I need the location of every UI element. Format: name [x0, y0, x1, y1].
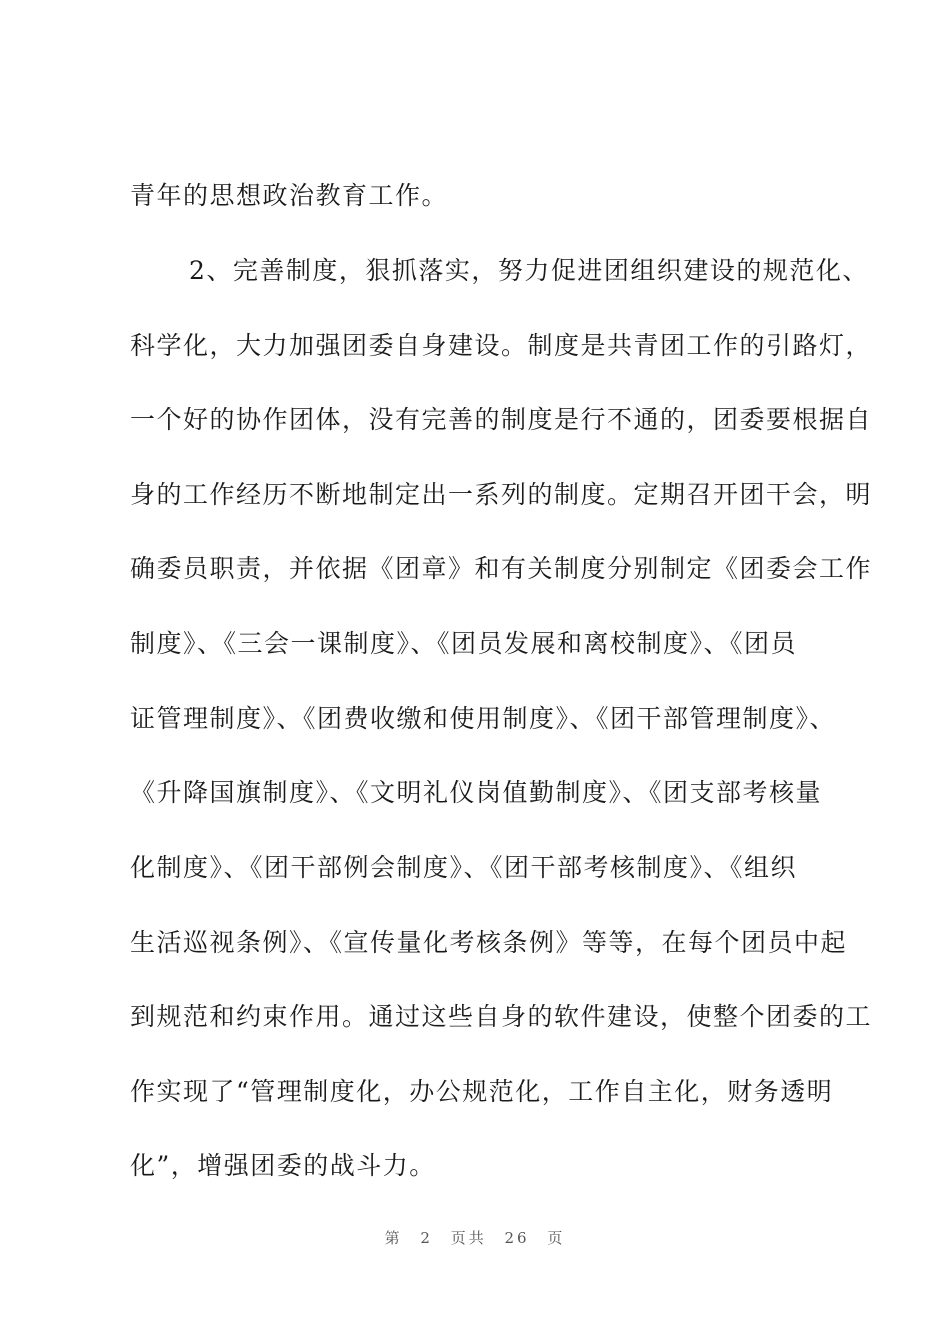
body-line: 化制度》、《团干部例会制度》、《团干部考核制度》、《组织: [130, 853, 798, 882]
body-line: 制度》、《三会一课制度》、《团员发展和离校制度》、《团员: [130, 629, 798, 658]
body-line: 科学化，大力加强团委自身建设。制度是共青团工作的引路灯，: [130, 331, 873, 360]
page-footer: [0, 1227, 950, 1248]
body-line: 作实现了“管理制度化，办公规范化，工作自主化，财务透明: [130, 1077, 834, 1106]
page-number: 2: [420, 1229, 433, 1247]
body-line: 到规范和约束作用。通过这些自身的软件建设，使整个团委的工: [130, 1002, 873, 1031]
body-line: 证管理制度》、《团费收缴和使用制度》、《团干部管理制度》、: [130, 704, 837, 733]
body-line: 化”，增强团委的战斗力。: [130, 1151, 436, 1180]
body-line: 确委员职责，并依据《团章》和有关制度分别制定《团委会工作: [130, 554, 873, 583]
page-suffix: 页: [547, 1229, 566, 1247]
body-line: 身的工作经历不断地制定出一系列的制度。定期召开团干会，明: [130, 480, 873, 509]
page-prefix: 第: [384, 1229, 403, 1247]
body-line: 生活巡视条例》、《宣传量化考核条例》等等，在每个团员中起: [130, 928, 848, 957]
body-line: 2、完善制度，狠抓落实，努力促进团组织建设的规范化、: [189, 256, 869, 285]
body-line: 青年的思想政治教育工作。: [130, 181, 449, 210]
body-line: 一个好的协作团体，没有完善的制度是行不通的，团委要根据自: [130, 405, 873, 434]
page-total: 26: [504, 1229, 530, 1247]
body-line: 《升降国旗制度》、《文明礼仪岗值勤制度》、《团支部考核量: [130, 778, 823, 807]
page-mid: 页共: [450, 1229, 487, 1247]
